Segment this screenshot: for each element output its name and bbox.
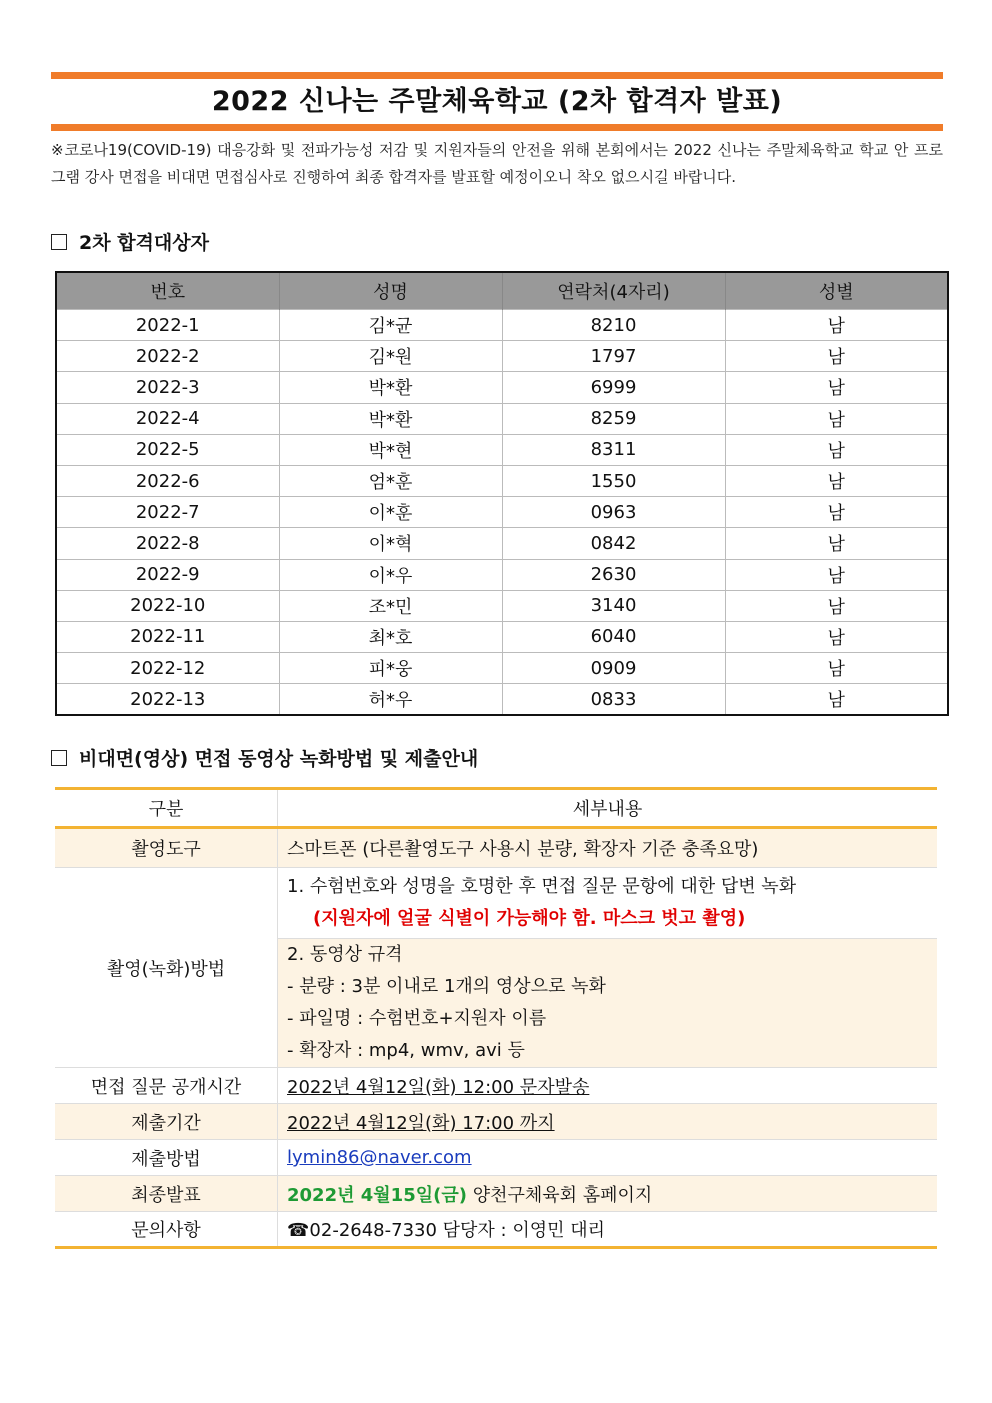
cell-name: 이*우 [279, 559, 502, 590]
table-row [56, 590, 948, 621]
col-header-number: 번호 [56, 272, 279, 310]
table-row [56, 653, 948, 684]
deadline-value [278, 1104, 938, 1140]
guide-row-tool [55, 828, 937, 868]
cell-name: 엄*훈 [279, 465, 502, 496]
method-step-2-extension: - 확장자 : mp4, wmv, avi 등 [287, 1040, 525, 1061]
cell-number: 2022-10 [56, 590, 279, 621]
final-date: 2022년 4월15일(금) [287, 1184, 467, 1206]
title-bottom-rule [51, 124, 943, 131]
section-heading-label: 2차 합격대상자 [79, 232, 209, 254]
table-row [56, 403, 948, 434]
final-value [278, 1176, 938, 1212]
cell-number: 2022-6 [56, 465, 279, 496]
results-body [56, 310, 948, 716]
cell-gender: 남 [725, 528, 948, 559]
cell-number: 2022-2 [56, 341, 279, 372]
cell-contact: 8259 [502, 403, 725, 434]
cell-number: 2022-8 [56, 528, 279, 559]
cell-contact: 0833 [502, 684, 725, 716]
cell-number: 2022-9 [56, 559, 279, 590]
guide-row-open [55, 1068, 937, 1104]
cell-name: 이*훈 [279, 497, 502, 528]
cell-gender: 남 [725, 434, 948, 465]
table-row [56, 497, 948, 528]
cell-name: 박*현 [279, 434, 502, 465]
final-where: 양천구체육회 홈페이지 [472, 1184, 653, 1206]
cell-gender: 남 [725, 653, 948, 684]
method-step-2 [278, 939, 938, 1068]
cell-contact: 0963 [502, 497, 725, 528]
cell-gender: 남 [725, 341, 948, 372]
checkbox-square-icon [51, 750, 67, 766]
cell-name: 박*환 [279, 372, 502, 403]
cell-gender: 남 [725, 684, 948, 716]
cell-name: 피*웅 [279, 653, 502, 684]
method-label: 촬영(녹화)방법 [55, 868, 278, 1068]
table-row [56, 341, 948, 372]
method-step-1-note: (지원자에 얼굴 식별이 가능해야 함. 마스크 벗고 촬영) [313, 908, 746, 929]
guide-row-method [55, 868, 937, 939]
cell-number: 2022-3 [56, 372, 279, 403]
tool-label: 촬영도구 [55, 828, 278, 868]
results-header-row [56, 272, 948, 310]
cell-name: 조*민 [279, 590, 502, 621]
col-header-gender: 성별 [725, 272, 948, 310]
table-row [56, 434, 948, 465]
method-step-2-title: 2. 동영상 규격 [287, 944, 403, 965]
cell-contact: 6999 [502, 372, 725, 403]
open-value [278, 1068, 938, 1104]
tool-value: 스마트폰 (다른촬영도구 사용시 분량, 확장자 기준 충족요망) [278, 828, 938, 868]
table-row [56, 372, 948, 403]
guide-header-row [55, 789, 937, 828]
contact-label: 문의사항 [55, 1212, 278, 1248]
deadline-label: 제출기간 [55, 1104, 278, 1140]
deadline-value-text: 2022년 4월12일(화) 17:00 까지 [287, 1112, 555, 1134]
cell-contact: 3140 [502, 590, 725, 621]
cell-contact: 0842 [502, 528, 725, 559]
guide-row-submit [55, 1140, 937, 1176]
cell-name: 허*우 [279, 684, 502, 716]
method-step-2-filename: - 파일명 : 수험번호+지원자 이름 [287, 1008, 547, 1029]
cell-number: 2022-1 [56, 310, 279, 341]
guide-row-deadline [55, 1104, 937, 1140]
table-row [56, 684, 948, 716]
results-table [55, 271, 949, 716]
method-step-1 [278, 868, 938, 939]
cell-number: 2022-11 [56, 621, 279, 652]
cell-gender: 남 [725, 559, 948, 590]
cell-number: 2022-13 [56, 684, 279, 716]
title-top-rule [51, 72, 943, 79]
final-label: 최종발표 [55, 1176, 278, 1212]
cell-contact: 1550 [502, 465, 725, 496]
method-step-2-length: - 분량 : 3분 이내로 1개의 영상으로 녹화 [287, 976, 606, 997]
cell-name: 이*혁 [279, 528, 502, 559]
section-heading-guide [51, 745, 478, 773]
submit-email-link[interactable]: lymin86@naver.com [287, 1147, 472, 1168]
cell-contact: 8311 [502, 434, 725, 465]
cell-gender: 남 [725, 403, 948, 434]
cell-gender: 남 [725, 621, 948, 652]
checkbox-square-icon [51, 234, 67, 250]
submit-value [278, 1140, 938, 1176]
cell-number: 2022-12 [56, 653, 279, 684]
cell-name: 최*호 [279, 621, 502, 652]
table-row [56, 621, 948, 652]
section-heading-results [51, 229, 209, 257]
cell-name: 김*균 [279, 310, 502, 341]
cell-contact: 8210 [502, 310, 725, 341]
method-step-1-text: 1. 수험번호와 성명을 호명한 후 면접 질문 문항에 대한 답변 녹화 [287, 876, 797, 897]
col-header-name: 성명 [279, 272, 502, 310]
cell-contact: 2630 [502, 559, 725, 590]
cell-gender: 남 [725, 497, 948, 528]
cell-number: 2022-5 [56, 434, 279, 465]
cell-name: 김*원 [279, 341, 502, 372]
col-header-contact: 연락처(4자리) [502, 272, 725, 310]
cell-number: 2022-4 [56, 403, 279, 434]
cell-gender: 남 [725, 590, 948, 621]
cell-gender: 남 [725, 465, 948, 496]
cell-gender: 남 [725, 372, 948, 403]
guide-table [55, 787, 937, 1249]
table-row [56, 559, 948, 590]
section-heading-label: 비대면(영상) 면접 동영상 녹화방법 및 제출안내 [79, 748, 479, 770]
submit-label: 제출방법 [55, 1140, 278, 1176]
contact-value: ☎02-2648-7330 담당자 : 이영민 대리 [278, 1212, 938, 1248]
guide-header-detail: 세부내용 [278, 789, 938, 828]
cell-gender: 남 [725, 310, 948, 341]
cell-contact: 1797 [502, 341, 725, 372]
cell-number: 2022-7 [56, 497, 279, 528]
table-row [56, 465, 948, 496]
open-label: 면접 질문 공개시간 [55, 1068, 278, 1104]
guide-row-contact [55, 1212, 937, 1248]
table-row [56, 528, 948, 559]
notice-text: ※코로나19(COVID-19) 대응강화 및 전파가능성 저감 및 지원자들의 안전을 위해 본회에서는 2022 신나는 주말체육학교 학교 안 프로그램 강사 면접을 비대면 면접심사로 진행하여 최종 합격자를 발표할 예정이오니 착오 없으시길 바랍니다. [51, 141, 943, 186]
cell-contact: 6040 [502, 621, 725, 652]
cell-name: 박*환 [279, 403, 502, 434]
guide-row-final [55, 1176, 937, 1212]
page-title: 2022 신나는 주말체육학교 (2차 합격자 발표) [211, 86, 783, 117]
table-row [56, 310, 948, 341]
open-value-text: 2022년 4월12일(화) 12:00 문자발송 [287, 1076, 590, 1098]
guide-header-label: 구분 [55, 789, 278, 828]
cell-contact: 0909 [502, 653, 725, 684]
